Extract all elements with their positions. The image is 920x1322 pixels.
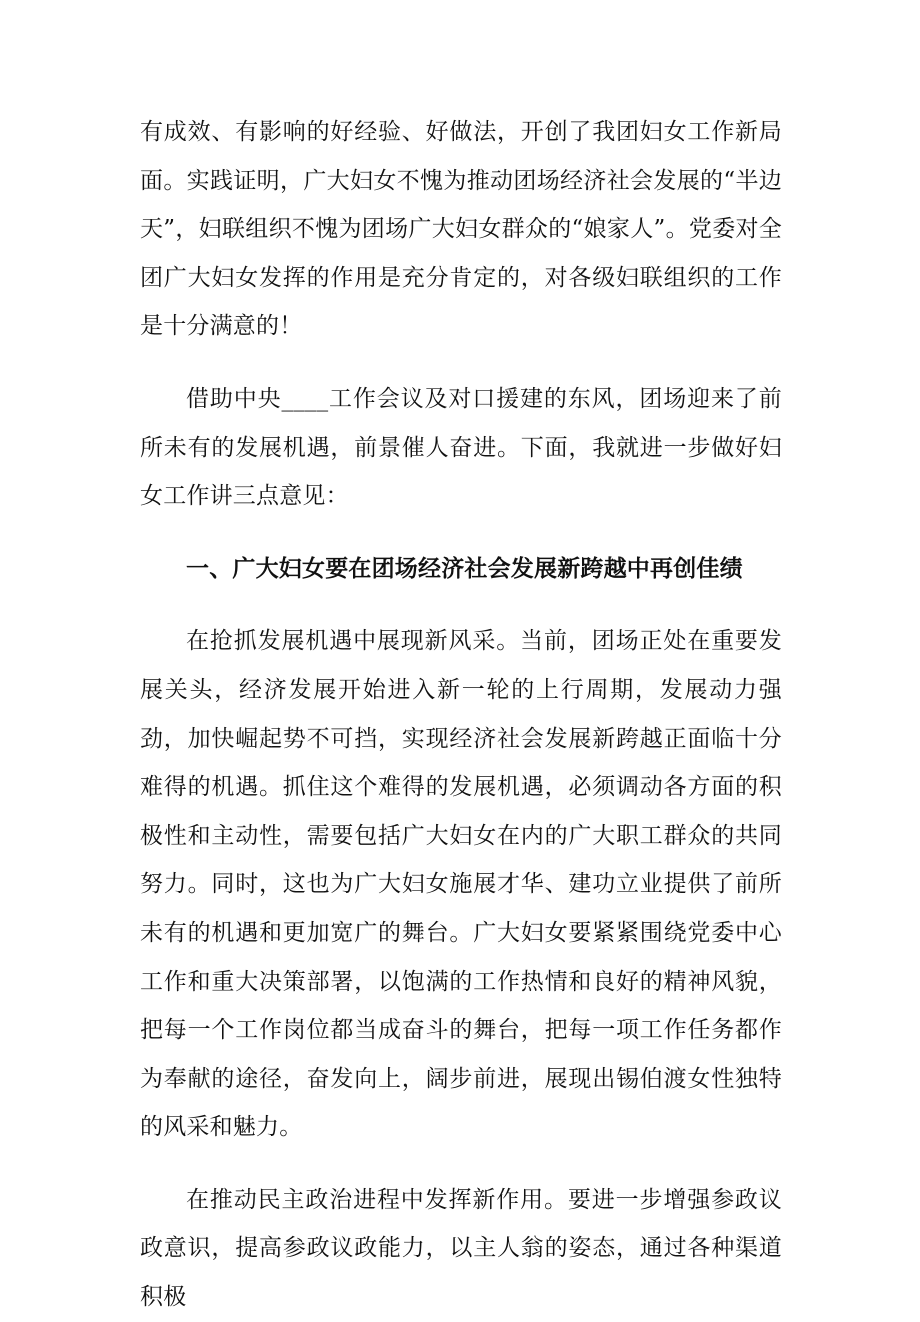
section-heading-1: 一、广大妇女要在团场经济社会发展新跨越中再创佳绩: [186, 554, 743, 582]
document-page: [140, 108, 782, 1322]
paragraph-development: 在抢抓发展机遇中展现新风采。当前，团场正处在重要发展关头，经济发展开始进入新一轮的上行周期，发展动力强劲，加快崛起势不可挡，实现经济社会发展新跨越正面临十分难得的机遇。抓住这个难得的发展机遇，必须调动各方面的积极性和主动性，需要包括广大妇女在内的广大职工群众的共同努力。同时，这也为广大妇女施展才华、建功立业提供了前所未有的机遇和更加宽广的舞台。广大妇女要紧紧围绕党委中心工作和重大决策部署，以饱满的工作热情和良好的精神风貌，把每一个工作岗位都当成奋斗的舞台，把每一项工作任务都作为奉献的途径，奋发向上，阔步前进，展现出锡伯渡女性独特的风采和魅力。: [140, 628, 782, 1141]
paragraph-democracy: 在推动民主政治进程中发挥新作用。要进一步增强参政议政意识，提高参政议政能力，以主人翁的姿态，通过各种渠道积极: [140, 1186, 782, 1311]
paragraph-opportunity: 借助中央____工作会议及对口援建的东风，团场迎来了前所未有的发展机遇，前景催人奋进。下面，我就进一步做好妇女工作讲三点意见：: [140, 385, 782, 510]
paragraph-continuation: 有成效、有影响的好经验、好做法，开创了我团妇女工作新局面。实践证明，广大妇女不愧为推动团场经济社会发展的“半边天”，妇联组织不愧为团场广大妇女群众的“娘家人”。党委对全团广大妇女发挥的作用是充分肯定的，对各级妇联组织的工作是十分满意的！: [140, 119, 782, 340]
